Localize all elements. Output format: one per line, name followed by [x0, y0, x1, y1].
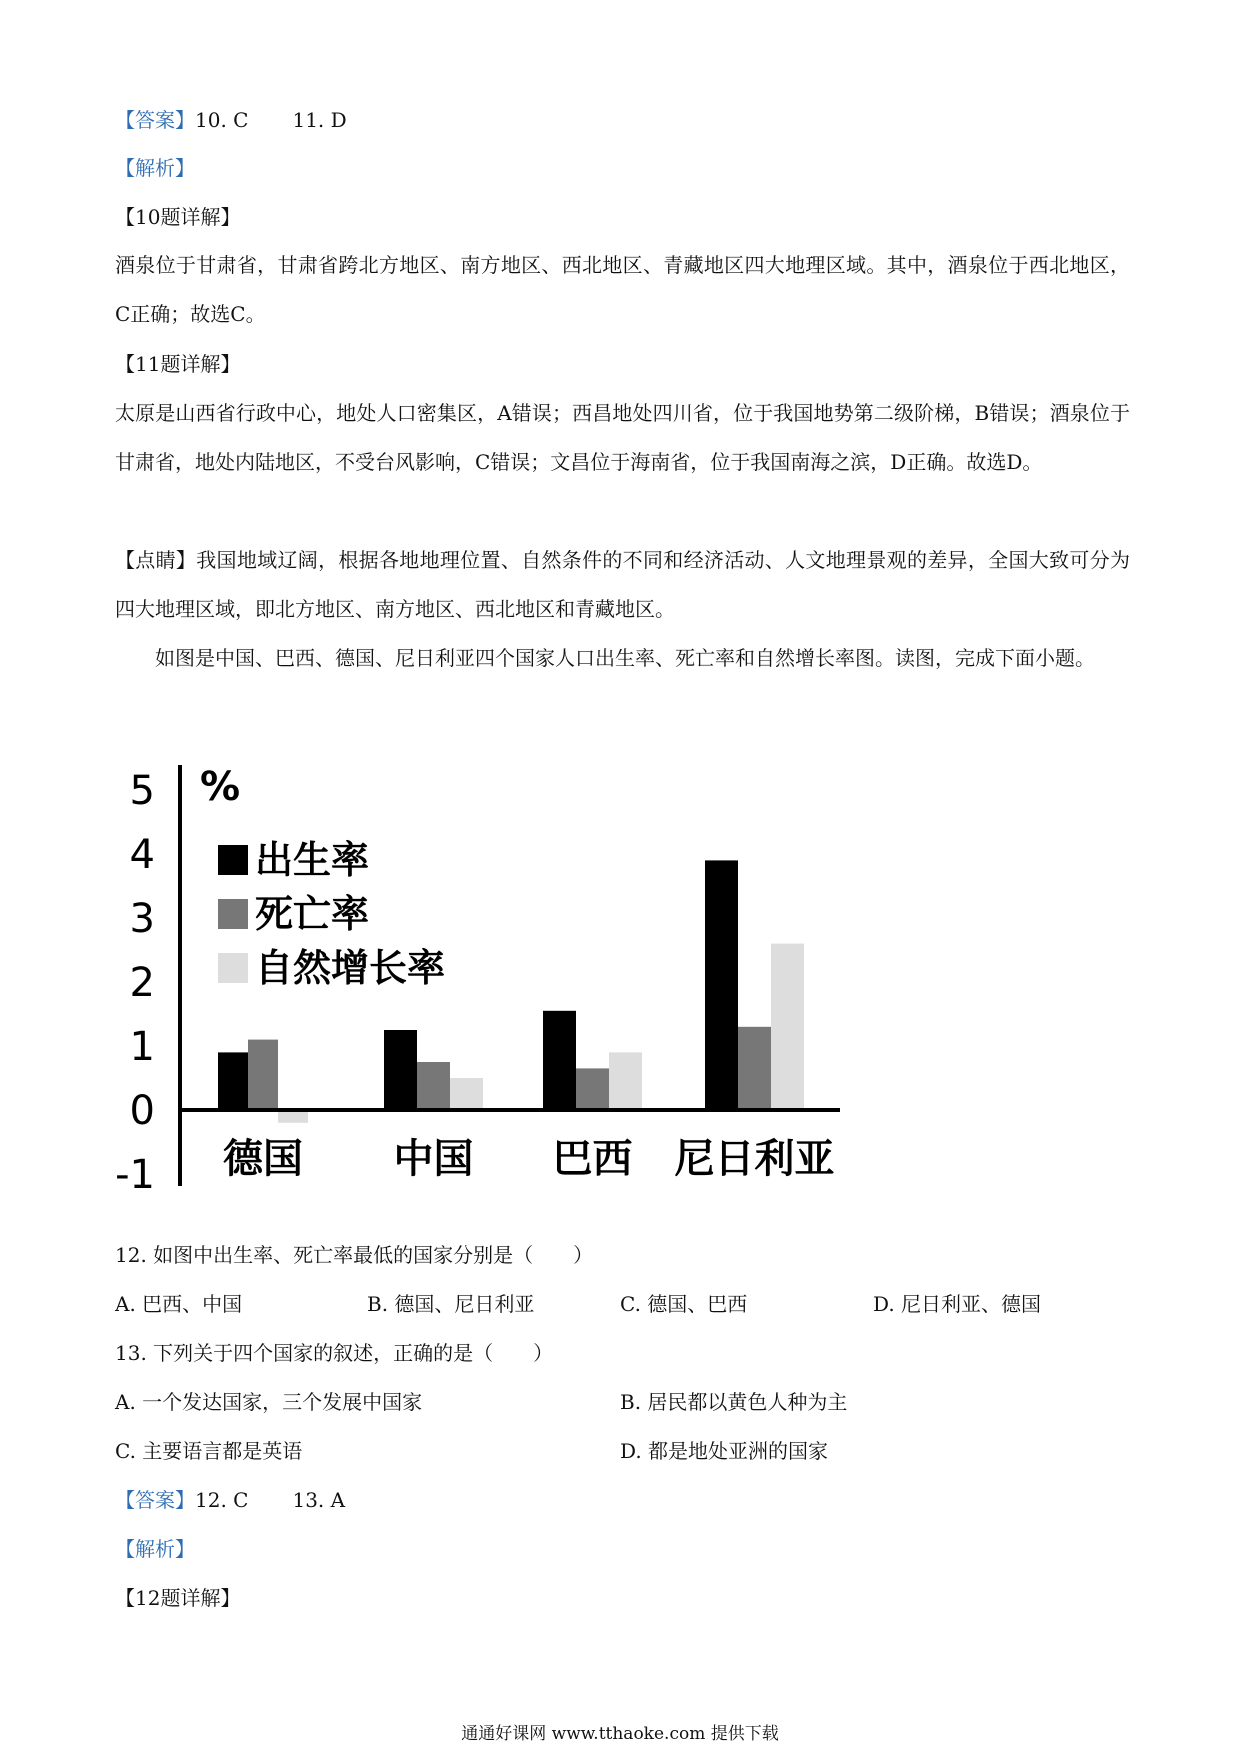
legend-label: 出生率 [255, 838, 370, 882]
y-tick-label: 4 [129, 832, 155, 878]
q13-option-d: D. 都是地处亚洲的国家 [620, 1439, 829, 1463]
q12-option-c: C. 德国、巴西 [620, 1292, 748, 1316]
y-tick-label: 0 [129, 1088, 155, 1134]
answer-line-1 [115, 106, 347, 134]
q11-heading: 【11题详解】 [115, 352, 241, 376]
y-tick-label: 1 [129, 1024, 155, 1070]
bar-3-1 [543, 1011, 576, 1110]
answer-11: 11. D [292, 108, 347, 132]
bar-3-2 [576, 1068, 609, 1110]
bar-3-3 [609, 1052, 642, 1110]
bar-4-3 [771, 944, 804, 1110]
q12-option-b: B. 德国、尼日利亚 [367, 1292, 535, 1316]
category-label: 德国 [223, 1136, 303, 1182]
answer-12: 12. C [195, 1488, 249, 1512]
bar-2-2 [417, 1062, 450, 1110]
q13-option-c: C. 主要语言都是英语 [115, 1439, 303, 1463]
q12-stem: 12. 如图中出生率、死亡率最低的国家分别是（ ） [115, 1243, 594, 1267]
point-label: 【点睛】 [115, 548, 197, 572]
y-tick-label: -1 [115, 1152, 155, 1198]
page-footer: 通通好课网 www.tthaoke.com 提供下载 [461, 1724, 779, 1744]
q11-explanation: 太原是山西省行政中心，地处人口密集区，A错误；西昌地处四川省，位于我国地势第二级阶梯，B错误；酒泉位于甘肃省，地处内陆地区，不受台风影响，C错误；文昌位于海南省，位于我国南海之滨，D正确。故选D。 [115, 401, 1130, 474]
bar-4-2 [738, 1027, 771, 1110]
answer-label: 【答案】 [115, 108, 195, 132]
answer-label-2: 【答案】 [115, 1488, 195, 1512]
analysis-label: 【解析】 [115, 156, 195, 180]
y-tick-label: 5 [129, 768, 155, 814]
q13-option-b: B. 居民都以黄色人种为主 [620, 1390, 848, 1414]
population-rate-chart [115, 745, 875, 1205]
q13-stem: 13. 下列关于四个国家的叙述，正确的是（ ） [115, 1341, 554, 1365]
category-label: 中国 [393, 1136, 474, 1182]
answer-13: 13. A [292, 1488, 346, 1512]
point-text: 我国地域辽阔，根据各地地理位置、自然条件的不同和经济活动、人文地理景观的差异，全国大致可分为四大地理区域，即北方地区、南方地区、西北地区和青藏地区。 [115, 548, 1131, 621]
analysis-label-2: 【解析】 [115, 1537, 195, 1561]
bar-1-1 [218, 1052, 248, 1110]
y-tick-label: 3 [129, 896, 155, 942]
q10-heading: 【10题详解】 [115, 205, 241, 229]
y-axis-unit: % [200, 764, 241, 810]
category-label: 尼日利亚 [674, 1136, 835, 1182]
y-tick-label: 2 [129, 960, 155, 1006]
q13-option-a: A. 一个发达国家，三个发展中国家 [115, 1390, 423, 1414]
chart-intro: 如图是中国、巴西、德国、尼日利亚四个国家人口出生率、死亡率和自然增长率图。读图，完成下面小题。 [155, 646, 1095, 670]
bar-4-1 [705, 860, 738, 1110]
q10-explanation: 酒泉位于甘肃省，甘肃省跨北方地区、南方地区、西北地区、青藏地区四大地理区域。其中，酒泉位于西北地区，C正确；故选C。 [115, 253, 1130, 326]
answer-line-2 [115, 1486, 345, 1514]
legend-swatch [218, 899, 248, 929]
bar-2-1 [384, 1030, 417, 1110]
legend-label: 自然增长率 [255, 946, 446, 990]
category-label: 巴西 [552, 1136, 633, 1182]
answer-10: 10. C [195, 108, 249, 132]
legend-swatch [218, 953, 248, 983]
q12-heading: 【12题详解】 [115, 1586, 241, 1610]
bar-1-2 [248, 1040, 278, 1110]
legend-label: 死亡率 [255, 892, 370, 936]
bar-2-3 [450, 1078, 483, 1110]
q12-option-d: D. 尼日利亚、德国 [873, 1292, 1042, 1316]
q12-option-a: A. 巴西、中国 [115, 1292, 243, 1316]
legend-swatch [218, 845, 248, 875]
point-note [115, 536, 1130, 634]
